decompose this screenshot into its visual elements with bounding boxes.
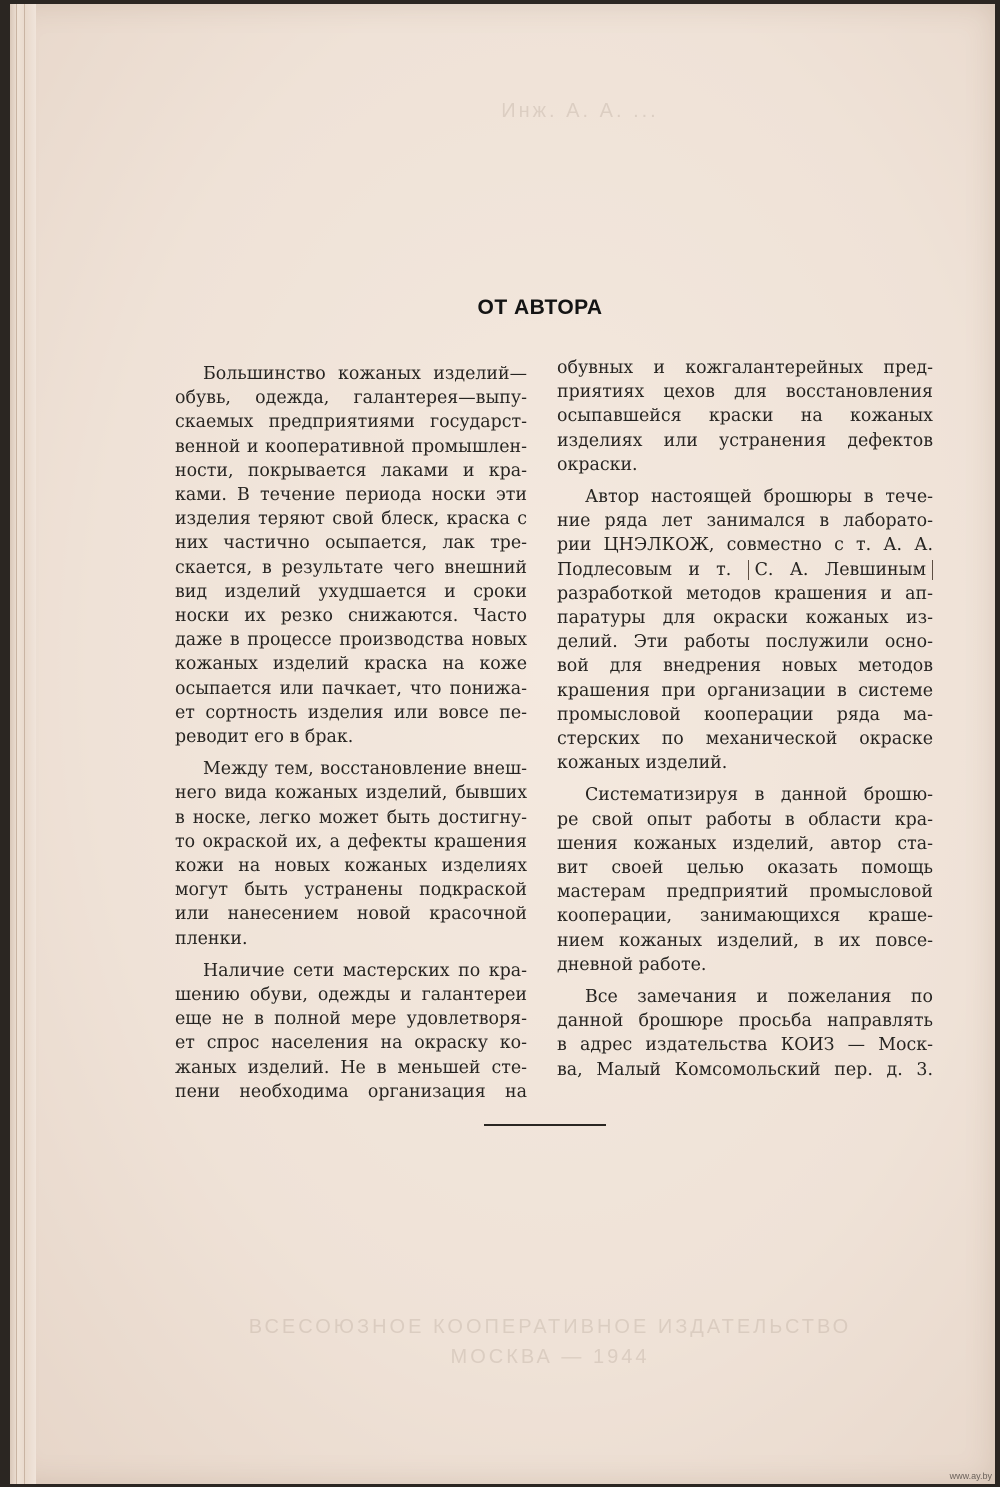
text-line: в адрес издательства КОИЗ — Моск- xyxy=(557,1035,933,1056)
text-line: осыпается или пачкает, что понижа- xyxy=(175,678,527,699)
text-line: промысловой кооперации ряда ма- xyxy=(557,704,933,725)
text-line: разработкой методов крашения и ап- xyxy=(557,583,933,604)
watermark: www.ay.by xyxy=(949,1471,992,1481)
text-line: шению обуви, одежды и галантереи xyxy=(175,985,527,1006)
text-line: ет сортность изделия или вовсе пе- xyxy=(175,702,527,723)
text-line: то окраской их, а дефекты крашения xyxy=(175,831,527,852)
text-line: вид изделий ухудшается и сроки xyxy=(175,581,527,602)
text-line: изделия теряют свой блеск, краска с xyxy=(175,509,527,530)
text-line: делий. Эти работы послужили осно- xyxy=(557,632,933,653)
text-line: Автор настоящей брошюры в тече- xyxy=(585,487,933,508)
text-line: ет спрос населения на окраску ко- xyxy=(175,1033,527,1054)
paragraph-gap xyxy=(557,775,933,783)
text-line: кожаных изделий краска на коже xyxy=(175,654,527,675)
text-line: паратуры для окраски кожаных из- xyxy=(557,608,933,629)
text-line: обувных и кожгалантерейных пред- xyxy=(557,358,933,378)
page-heading: ОТ АВТОРА xyxy=(477,296,603,319)
text-line: в носке, легко может быть достигну- xyxy=(175,807,527,828)
show-through-city-year: МОСКВА — 1944 xyxy=(450,1346,650,1368)
text-line: изделиях или устранения дефектов xyxy=(557,430,933,451)
text-line: вит своей целью оказать помощь xyxy=(557,858,933,879)
text-line: реводит его в брак. xyxy=(175,727,354,748)
text-line: скается, в результате чего внешний xyxy=(175,557,527,578)
text-line: Наличие сети мастерских по кра- xyxy=(203,960,527,981)
text-line: мастерам предприятий промысловой xyxy=(557,882,933,903)
text-line: данной брошюре просьба направлять xyxy=(557,1011,933,1032)
text-line: кожаных изделий. xyxy=(557,753,728,774)
text-line: приятиях цехов для восстановления xyxy=(557,382,933,403)
text-line: Подлесовым и т. С. А. Левшиным xyxy=(557,558,933,582)
paragraph-gap xyxy=(557,977,933,985)
text-column-left xyxy=(175,362,527,1104)
text-line: него вида кожаных изделий, бывших xyxy=(175,783,527,804)
text-line: кооперации, занимающихся краше- xyxy=(557,906,933,927)
text-line: вой для внедрения новых методов xyxy=(557,656,933,677)
text-line: них частично осыпается, лак тре- xyxy=(175,533,527,554)
text-line: крашения при организации в системе xyxy=(557,680,933,701)
text-line: дневной работе. xyxy=(557,954,707,975)
text-line: носки их резко снижаются. Часто xyxy=(175,606,527,627)
text-line: или нанесением новой красочной xyxy=(175,904,527,925)
text-line: окраски. xyxy=(557,454,638,475)
text-line: еще не в полной мере удовлетворя- xyxy=(175,1009,527,1030)
text-line: ние ряда лет занимался в лаборато- xyxy=(557,511,933,532)
show-through-header: Инж. А. А. ... xyxy=(501,100,659,122)
text-line: стерских по механической окраске xyxy=(557,729,933,750)
paragraph-gap xyxy=(175,951,527,959)
text-line: даже в процессе производства новых xyxy=(175,630,527,651)
show-through-publisher: ВСЕСОЮЗНОЕ КООПЕРАТИВНОЕ ИЗДАТЕЛЬСТВО xyxy=(248,1316,852,1338)
text-line: шения кожаных изделий, автор ста- xyxy=(557,833,933,854)
text-line: пленки. xyxy=(175,928,248,949)
text-line: могут быть устранены подкраской xyxy=(175,880,527,901)
text-line: осыпавшейся краски на кожаных xyxy=(557,406,933,427)
text-column-right xyxy=(557,356,933,1082)
text-line: ва, Малый Комсомольский пер. д. 3. xyxy=(557,1059,933,1080)
text-line: пени необходима организация на xyxy=(175,1081,527,1102)
text-line: ками. В течение периода носки эти xyxy=(175,485,527,506)
text-line: Систематизируя в данной брошю- xyxy=(585,785,933,806)
text-line: венной и кооперативной промышлен- xyxy=(175,436,527,457)
text-line: ности, покрывается лаками и кра- xyxy=(175,460,527,481)
text-line: рии ЦНЭЛКОЖ, совместно с т. А. А. xyxy=(557,535,933,556)
text-line: обувь, одежда, галантерея—выпу- xyxy=(175,388,527,409)
end-rule xyxy=(484,1124,606,1126)
text-line: кожи на новых кожаных изделиях xyxy=(175,856,527,877)
text-line: нием кожаных изделий, в их повсе- xyxy=(557,930,933,951)
paragraph-gap xyxy=(175,749,527,757)
text-line: Большинство кожаных изделий— xyxy=(203,364,527,384)
text-line: Между тем, восстановление внеш- xyxy=(203,759,527,780)
text-line: ре свой опыт работы в области кра- xyxy=(557,809,933,830)
page-stack-edge xyxy=(10,4,36,1484)
paragraph-gap xyxy=(557,477,933,485)
text-line: скаемых предприятиями государст- xyxy=(175,412,527,433)
text-line: Все замечания и пожелания по xyxy=(585,987,933,1008)
boxed-name: С. А. Левшиным xyxy=(748,560,933,580)
text-line: жаных изделий. Не в меньшей сте- xyxy=(175,1057,527,1078)
